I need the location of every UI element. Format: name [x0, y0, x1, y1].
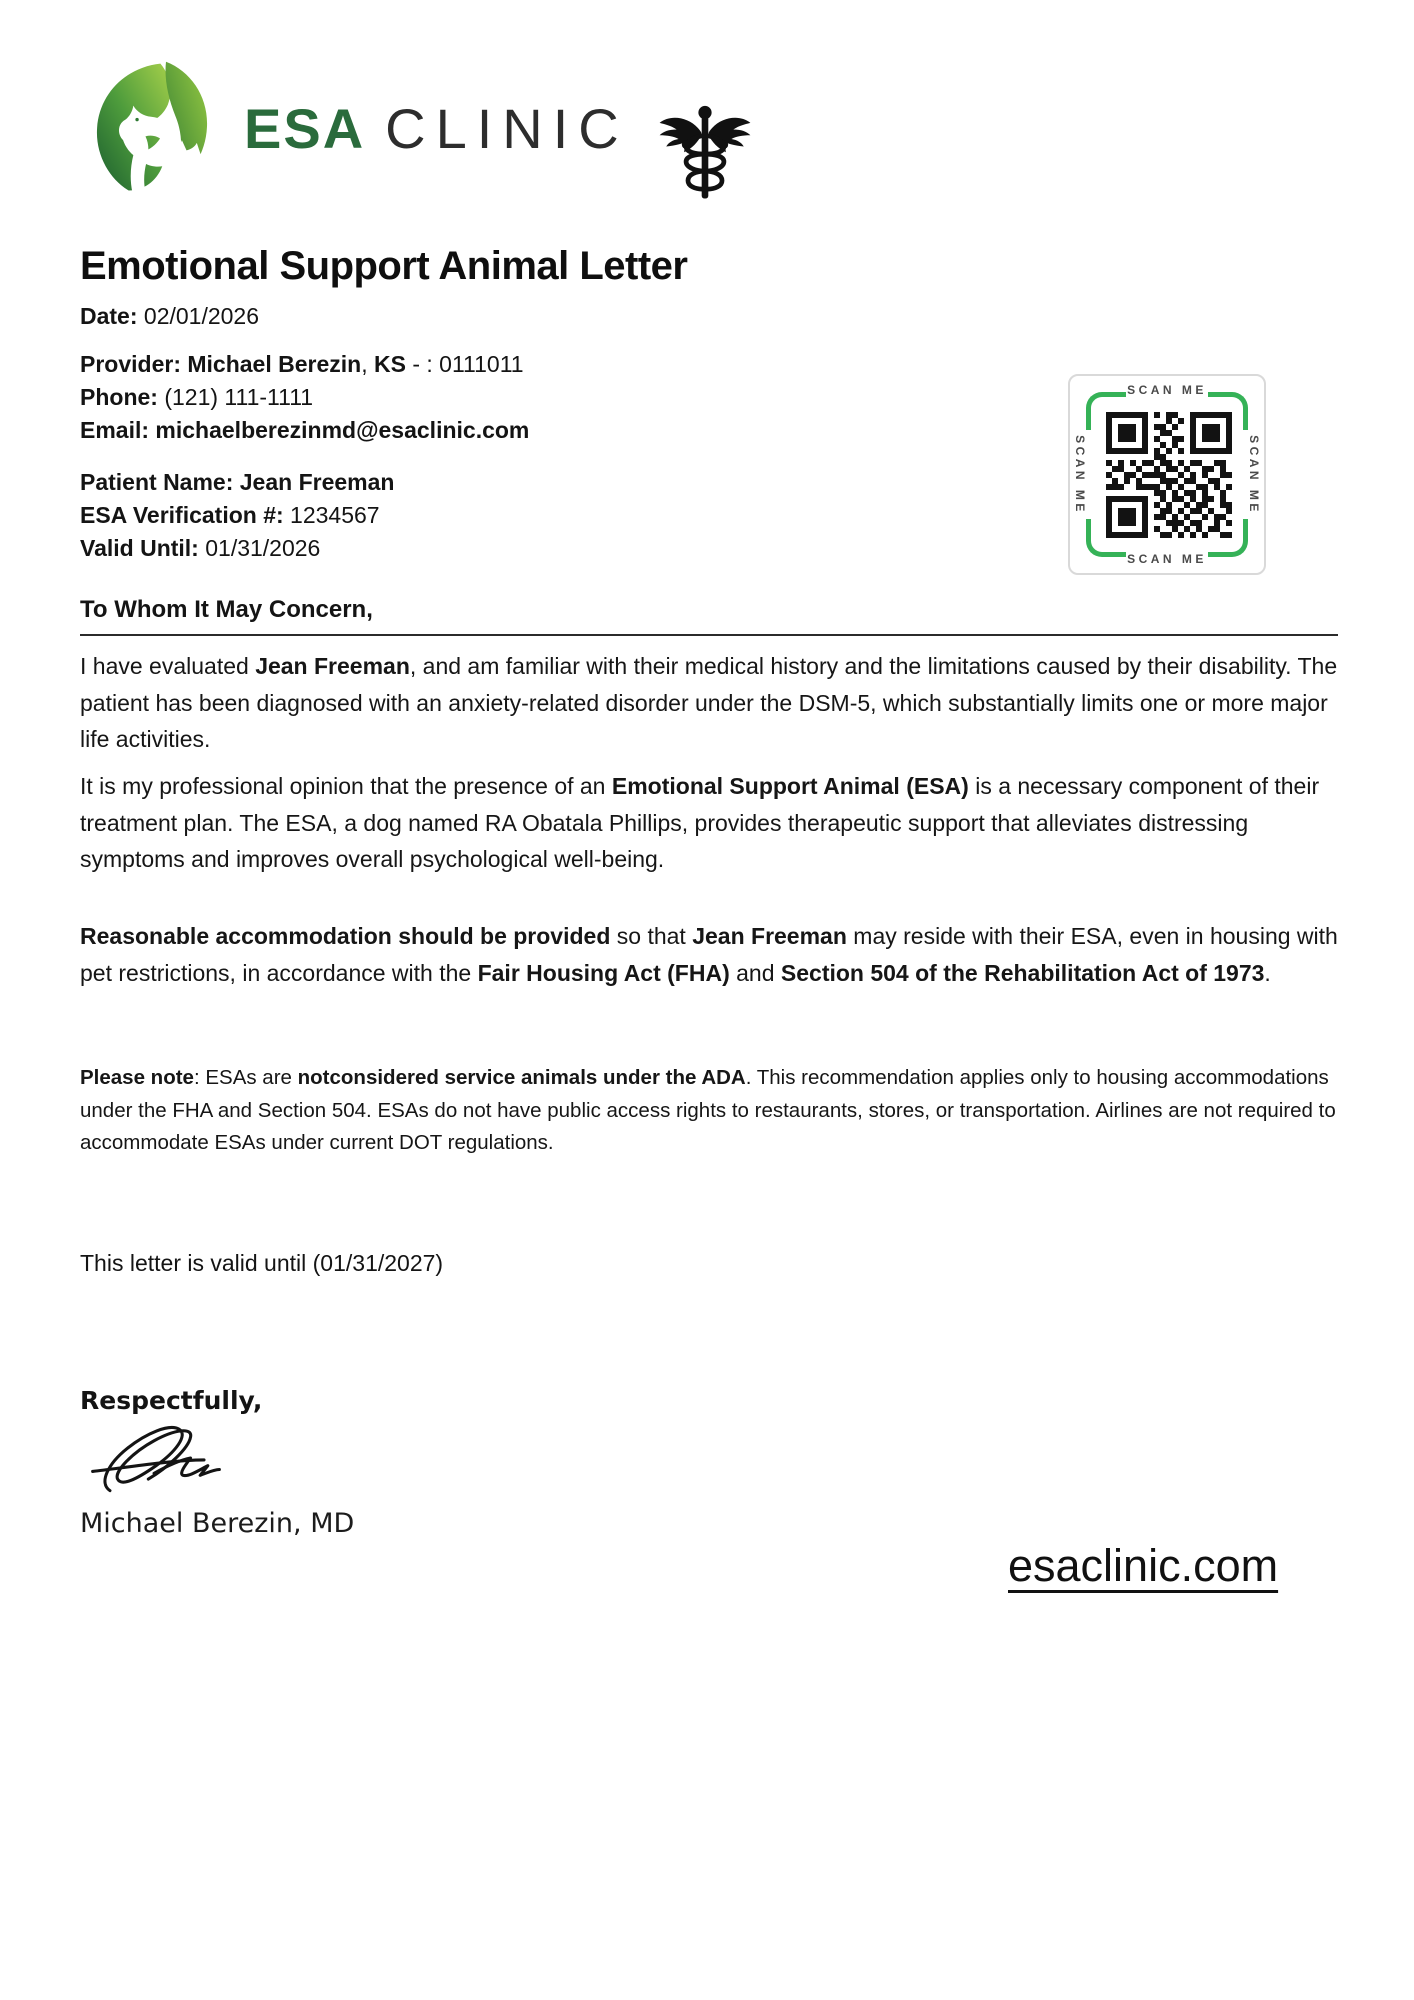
provider-line: Provider: Michael Berezin, KS - : 0111011 [80, 351, 524, 377]
qr-scan-me-label-top: SCAN ME [1127, 383, 1207, 397]
date-line: Date: 02/01/2026 [80, 303, 260, 329]
patient-info-block [80, 466, 1338, 565]
letter-validity-line: This letter is valid until (01/31/2027) [80, 1250, 444, 1276]
patient-name-line: Patient Name: Jean Freeman [80, 469, 395, 495]
paragraph-evaluation: I have evaluated Jean Freeman, and am familiar with their medical history and the limitations caused by their disability. The patient has been diagnosed with an anxiety-related disorder under the DSM-5, which substantially limits one or more major life activities. [80, 653, 1338, 752]
email-line: Email: michaelberezinmd@esaclinic.com [80, 417, 530, 443]
caduceus-icon [655, 104, 755, 208]
website-link[interactable]: esaclinic.com [1008, 1540, 1279, 1591]
signature-scribble [86, 1410, 251, 1506]
provider-info-block [80, 348, 1338, 447]
divider-rule [80, 634, 1338, 636]
brand-esa-text: ESA [244, 96, 366, 160]
signer-name: Michael Berezin, MD [80, 1508, 355, 1539]
paragraph-reasonable-accommodation: Reasonable accommodation should be provided so that Jean Freeman may reside with their ESA, even in housing with pet restrictions, in accordance with the Fair Housing Act (FHA) and Section 504 of the Rehabilitation Act of 1973. [80, 923, 1338, 986]
dog-cat-leaf-logo-icon [86, 58, 218, 198]
letter-title: Emotional Support Animal Letter [80, 244, 688, 288]
phone-line: Phone: (121) 111-1111 [80, 384, 314, 410]
paragraph-professional-opinion: It is my professional opinion that the presence of an Emotional Support Animal (ESA) is a necessary component of their treatment plan. The ESA, a dog named RA Obatala Phillips, provides therapeutic support that alleviates distressing symptoms and improves overall psychological well-being. [80, 773, 1320, 872]
qr-scan-me-label-left: SCAN ME [1073, 434, 1087, 515]
brand-wordmark [244, 96, 629, 161]
valid-until-line: Valid Until: 01/31/2026 [80, 535, 321, 561]
qr-scan-me-label-right: SCAN ME [1247, 434, 1261, 515]
salutation: To Whom It May Concern, [80, 596, 373, 623]
paragraph-please-note: Please note: ESAs are notconsidered service animals under the ADA. This recommendation applies only to housing accommodations under the FHA and Section 504. ESAs do not have public access rights to restaurants, stores, or transportation. Airlines are not required to accommodate ESAs under current DOT regulations. [80, 1066, 1336, 1154]
brand-clinic-text: CLINIC [385, 96, 629, 160]
esa-verification-line: ESA Verification #: 1234567 [80, 502, 380, 528]
brand-header [86, 58, 629, 198]
qr-scan-me-label-bottom: SCAN ME [1127, 552, 1207, 566]
closing-respectfully: Respectfully, [80, 1386, 263, 1415]
